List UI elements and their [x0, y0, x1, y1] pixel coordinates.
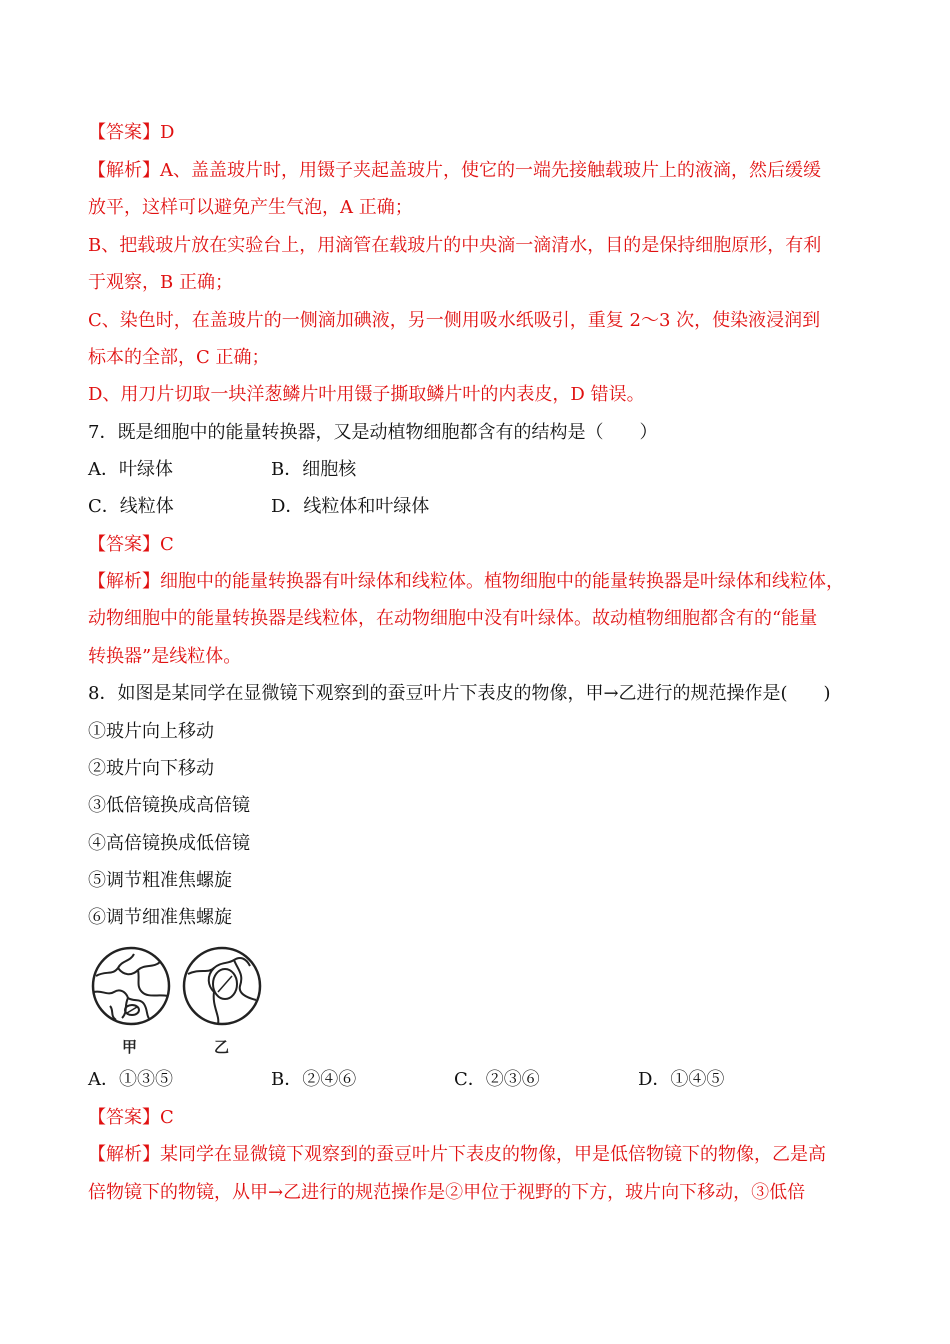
q8-explanation-line-1: 【解析】某同学在显微镜下观察到的蚕豆叶片下表皮的物像，甲是低倍物镜下的物像，乙是高: [88, 1144, 826, 1165]
low-power-view: [93, 948, 169, 1024]
q8-item-3: ③低倍镜换成高倍镜: [88, 795, 250, 816]
q6-explanation-line-1: 【解析】A、盖盖玻片时，用镊子夹起盖玻片，使它的一端先接触载玻片上的液滴，然后缓缓: [88, 160, 821, 181]
q8-item-2: ②玻片向下移动: [88, 758, 214, 779]
q8-option-c: C．②③⑥: [454, 1069, 540, 1090]
q8-option-b: B．②④⑥: [271, 1069, 357, 1090]
q6-explanation-line-3: B、把载玻片放在实验台上，用滴管在载玻片的中央滴一滴清水，目的是保持细胞原形，有利: [88, 235, 822, 256]
q7-option-d: D．线粒体和叶绿体: [271, 496, 430, 517]
q6-explanation-line-4: 于观察，B 正确；: [88, 272, 233, 293]
high-power-view: [184, 948, 260, 1024]
q8-explanation-line-2: 倍物镜下的物镜，从甲→乙进行的规范操作是②甲位于视野的下方，玻片向下移动，③低倍: [88, 1182, 806, 1203]
q8-answer: 【答案】C: [88, 1107, 174, 1128]
q7-option-a: A．叶绿体: [88, 459, 173, 480]
q6-explanation-line-7: D、用刀片切取一块洋葱鳞片叶用镊子撕取鳞片叶的内表皮，D 错误。: [88, 384, 645, 405]
microscope-figure: [88, 946, 268, 1058]
q8-item-5: ⑤调节粗准焦螺旋: [88, 870, 232, 891]
q6-explanation-line-6: 标本的全部，C 正确；: [88, 347, 270, 368]
figure-label-jia: 甲: [122, 1038, 138, 1056]
figure-label-yi: 乙: [214, 1038, 230, 1056]
q8-item-1: ①玻片向上移动: [88, 721, 214, 742]
q7-explanation-line-2: 动物细胞中的能量转换器是线粒体，在动物细胞中没有叶绿体。故动植物细胞都含有的“能量: [88, 608, 818, 629]
q7-explanation-line-3: 转换器”是线粒体。: [88, 646, 242, 667]
q6-explanation-line-5: C、染色时，在盖玻片的一侧滴加碘液，另一侧用吸水纸吸引，重复 2～3 次，使染液浸润到: [88, 310, 821, 331]
q7-explanation-line-1: 【解析】细胞中的能量转换器有叶绿体和线粒体。植物细胞中的能量转换器是叶绿体和线粒体，: [88, 571, 844, 592]
microscope-views-illustration: [88, 946, 268, 1058]
q8-option-d: D．①④⑤: [638, 1069, 725, 1090]
q7-option-c: C．线粒体: [88, 496, 174, 517]
q6-explanation-line-2: 放平，这样可以避免产生气泡，A 正确；: [88, 197, 413, 218]
q8-option-a: A．①③⑤: [88, 1069, 173, 1090]
q8-stem: 8．如图是某同学在显微镜下观察到的蚕豆叶片下表皮的物像，甲→乙进行的规范操作是( ): [88, 683, 831, 704]
q6-answer: 【答案】D: [88, 122, 175, 143]
q8-item-6: ⑥调节细准焦螺旋: [88, 907, 232, 928]
q7-option-b: B．细胞核: [271, 459, 357, 480]
q7-answer: 【答案】C: [88, 534, 174, 555]
q8-item-4: ④高倍镜换成低倍镜: [88, 833, 250, 854]
q7-stem: 7．既是细胞中的能量转换器，又是动植物细胞都含有的结构是（ ）: [88, 422, 658, 443]
